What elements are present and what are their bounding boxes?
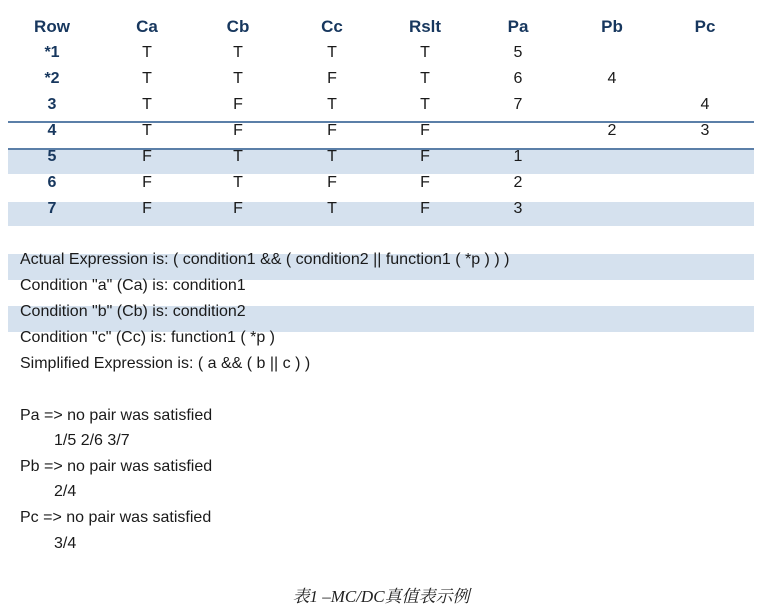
condition-b: Condition "b" (Cb) is: condition2 xyxy=(20,303,246,320)
pair-label-pb: Pb => no pair was satisfied xyxy=(20,458,213,475)
header-pc: Pc xyxy=(694,17,716,36)
header-pb: Pb xyxy=(601,17,623,36)
cell-row: *2 xyxy=(44,70,60,87)
header-row: Row xyxy=(34,17,70,36)
cell-cc: T xyxy=(327,200,337,217)
figure-caption: 表1 –MC/DC真值表示例 xyxy=(292,587,470,606)
cell-cc: F xyxy=(327,122,337,139)
header-ca: Ca xyxy=(136,17,158,36)
cell-pa: 7 xyxy=(513,96,523,113)
cell-cb: F xyxy=(233,122,243,139)
cell-row: 5 xyxy=(47,148,57,165)
actual-expression: Actual Expression is: ( condition1 && ( condition2 || function1 ( *p ) ) ) xyxy=(20,251,510,268)
cell-rslt: F xyxy=(420,122,430,139)
cell-cb: T xyxy=(233,70,243,87)
cell-pa: 2 xyxy=(513,174,523,191)
cell-pa: 5 xyxy=(513,44,523,61)
header-cb: Cb xyxy=(226,17,250,36)
cell-rslt: F xyxy=(420,174,430,191)
cell-row: 3 xyxy=(47,96,57,113)
cell-rslt: T xyxy=(420,96,430,113)
cell-row: *1 xyxy=(44,44,60,61)
cell-rslt: F xyxy=(420,200,430,217)
cell-cc: T xyxy=(327,44,337,61)
cell-ca: T xyxy=(142,70,152,87)
header-cc: Cc xyxy=(321,17,343,36)
header-rslt: Rslt xyxy=(408,17,442,36)
cell-pa: 6 xyxy=(513,70,523,87)
cell-cb: T xyxy=(233,148,243,165)
pair-value-pb: 2/4 xyxy=(54,483,77,500)
cell-row: 7 xyxy=(47,200,57,217)
cell-cb: T xyxy=(233,44,243,61)
pair-value-pa: 1/5 2/6 3/7 xyxy=(54,432,130,449)
cell-ca: F xyxy=(142,200,152,217)
row-band xyxy=(8,202,754,226)
cell-cb: F xyxy=(233,200,243,217)
cell-row: 6 xyxy=(47,174,57,191)
cell-pa: 3 xyxy=(513,200,523,217)
cell-cc: T xyxy=(327,148,337,165)
cell-rslt: T xyxy=(420,44,430,61)
cell-row: 4 xyxy=(47,122,57,139)
cell-pa: 1 xyxy=(513,148,523,165)
row-divider xyxy=(8,148,754,150)
cell-pb: 4 xyxy=(607,70,617,87)
cell-ca: F xyxy=(142,174,152,191)
pair-label-pa: Pa => no pair was satisfied xyxy=(20,407,213,424)
row-divider xyxy=(8,121,754,123)
cell-pb: 2 xyxy=(607,122,617,139)
cell-ca: T xyxy=(142,44,152,61)
pair-value-pc: 3/4 xyxy=(54,535,77,552)
row-band xyxy=(8,150,754,174)
cell-cb: F xyxy=(233,96,243,113)
condition-c: Condition "c" (Cc) is: function1 ( *p ) xyxy=(20,329,276,346)
cell-ca: F xyxy=(142,148,152,165)
cell-cb: T xyxy=(233,174,243,191)
cell-pc: 4 xyxy=(700,96,710,113)
cell-cc: F xyxy=(327,70,337,87)
cell-rslt: F xyxy=(420,148,430,165)
cell-rslt: T xyxy=(420,70,430,87)
cell-pc: 3 xyxy=(700,122,710,139)
simplified-expression: Simplified Expression is: ( a && ( b || c ) ) xyxy=(20,355,311,372)
condition-a: Condition "a" (Ca) is: condition1 xyxy=(20,277,246,294)
cell-ca: T xyxy=(142,96,152,113)
cell-cc: T xyxy=(327,96,337,113)
cell-ca: T xyxy=(142,122,152,139)
cell-cc: F xyxy=(327,174,337,191)
header-pa: Pa xyxy=(507,17,529,36)
pair-label-pc: Pc => no pair was satisfied xyxy=(20,509,212,526)
